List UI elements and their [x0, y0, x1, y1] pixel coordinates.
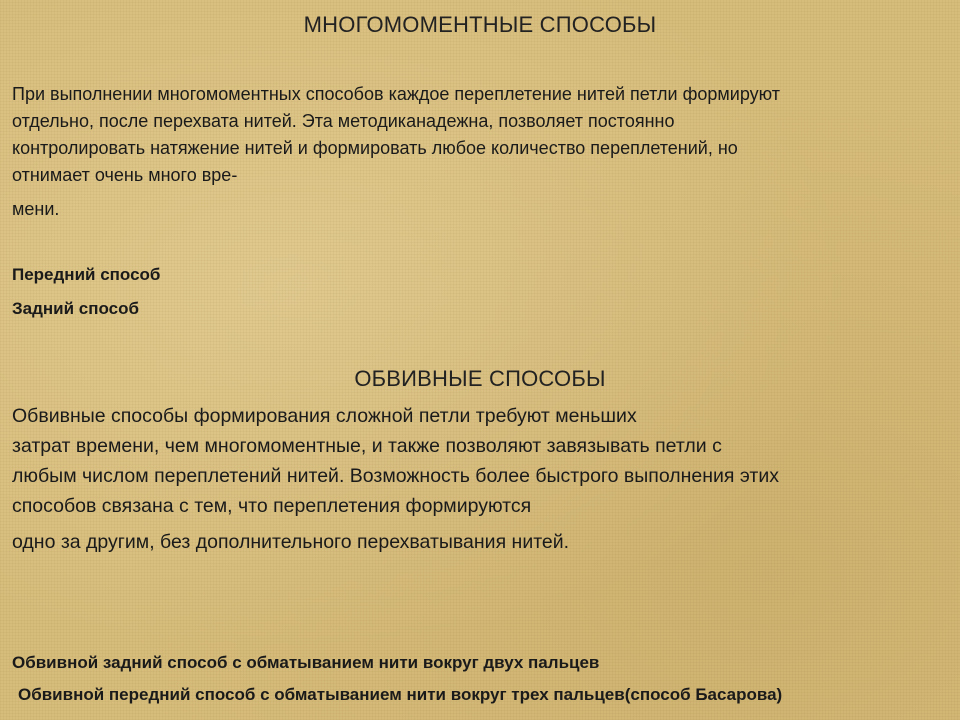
- paragraph-line: отдельно, после перехвата нитей. Эта методиканадежна, позволяет постоянно: [12, 111, 675, 131]
- paragraph-multimoment: [12, 81, 948, 223]
- paragraph-line: затрат времени, чем многомоментные, и также позволяют завязывать петли с: [12, 435, 722, 457]
- section-title-multimoment: МНОГОМОМЕНТНЫЕ СПОСОБЫ: [303, 12, 657, 37]
- paragraph-line: способов связана с тем, что переплетения формируются: [12, 495, 532, 517]
- paragraph-wrapping: [12, 401, 948, 557]
- paragraph-line: одно за другим, без дополнительного перехватывания нитей.: [12, 531, 570, 553]
- paragraph-line: При выполнении многомоментных способов каждое переплетение нитей петли формируют: [12, 84, 781, 104]
- method-wrap-back: Обвивной задний способ с обматыванием нити вокруг двух пальцев: [12, 653, 600, 672]
- method-wrap-front: Обвивной передний способ с обматыванием нити вокруг трех пальцев(способ Басарова): [18, 685, 783, 704]
- paragraph-line: любым числом переплетений нитей. Возможность более быстрого выполнения этих: [12, 465, 779, 487]
- paragraph-line: отнимает очень много вре-: [12, 165, 238, 185]
- method-back: Задний способ: [12, 299, 140, 318]
- section-title-wrapping: ОБВИВНЫЕ СПОСОБЫ: [354, 366, 606, 391]
- method-front: Передний способ: [12, 265, 161, 284]
- paragraph-line: Обвивные способы формирования сложной петли требуют меньших: [12, 405, 637, 427]
- paragraph-line: мени.: [12, 199, 60, 219]
- paragraph-line: контролировать натяжение нитей и формировать любое количество переплетений, но: [12, 138, 738, 158]
